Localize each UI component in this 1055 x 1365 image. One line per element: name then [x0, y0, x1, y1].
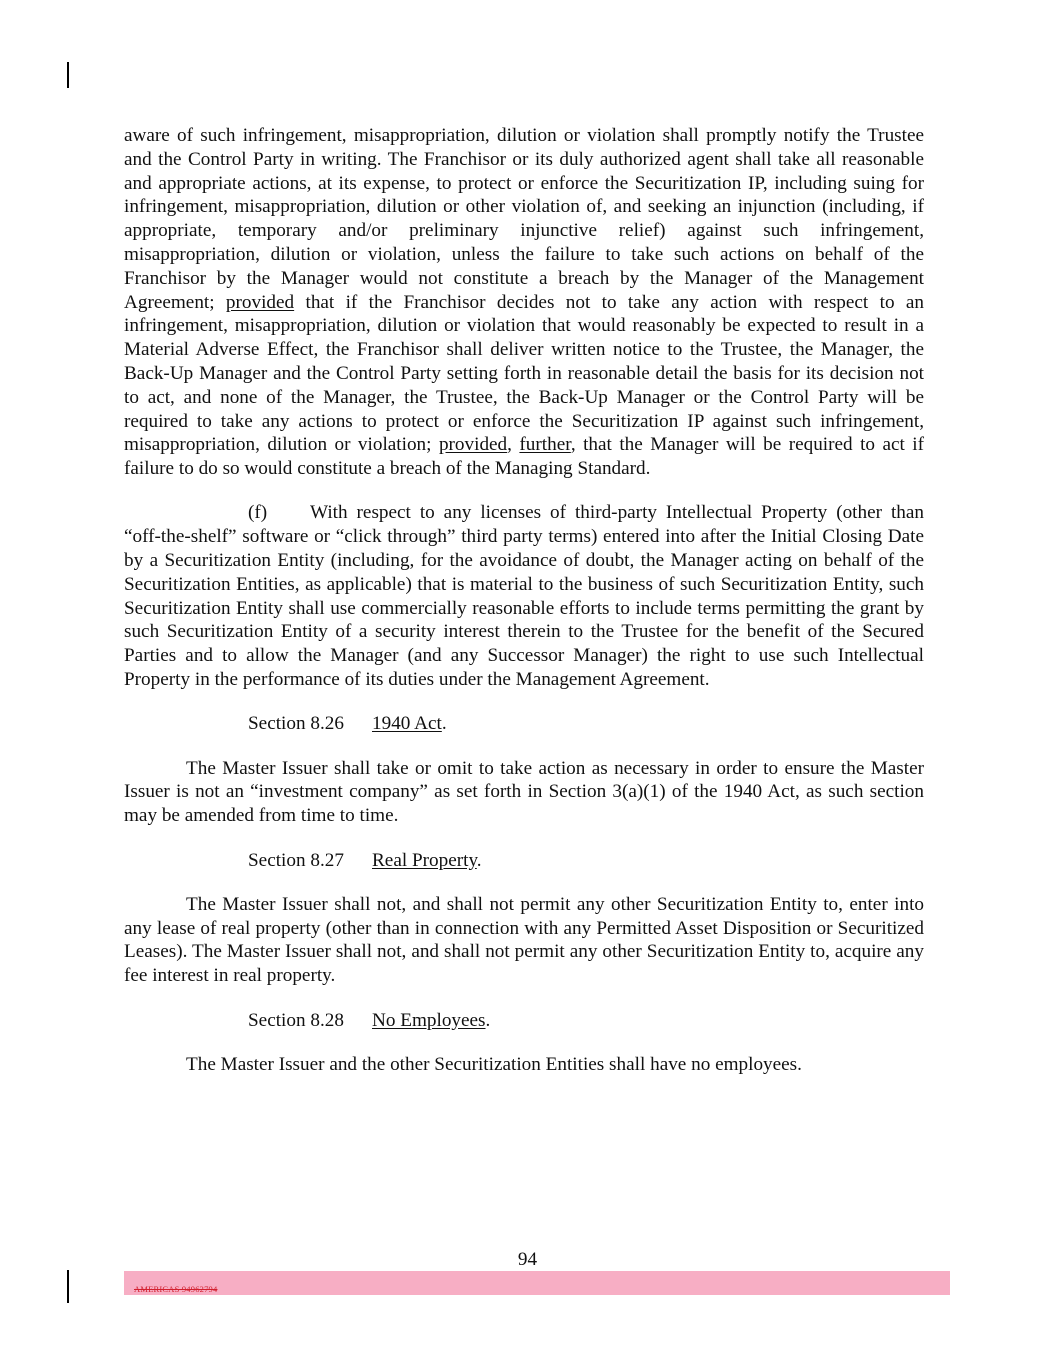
change-bar-bottom [67, 1270, 69, 1303]
provided-term: provided [438, 434, 508, 456]
section-heading-8-26: Section 8.26 1940 Act. [248, 713, 447, 735]
section-title: No Employees [372, 1009, 486, 1031]
section-8-28-text: The Master Issuer and the other Securitization Entities shall have no employees. [186, 1053, 802, 1075]
change-bar-top [67, 62, 69, 88]
further-term: further [519, 434, 571, 456]
document-body [124, 124, 924, 1077]
section-8-27-text: The Master Issuer shall not, and shall not permit any other Securitization Entity to, enter into any lease of real property (other than in connection with any Permitted Asset Disposition or Securitized Leases). The Master Issuer shall not, and shall not permit any other Securitization Entity to, acquire any fee interest in real property. [124, 893, 924, 987]
section-title: 1940 Act [372, 713, 442, 735]
section-heading-8-28: Section 8.28 No Employees. [248, 1009, 491, 1031]
footer-highlight [124, 1271, 950, 1295]
clause-label: (f) [248, 502, 268, 524]
provided-term: provided [225, 291, 295, 313]
section-heading-8-27: Section 8.27 Real Property. [248, 849, 482, 871]
document-id: AMERICAS 94962794 [134, 1284, 218, 1294]
section-8-26-text: The Master Issuer shall take or omit to take action as necessary in order to ensure the Master Issuer is not an “investment company” as set forth in Section 3(a)(1) of the 1940 Act, as such section may be amended from time to time. [124, 757, 924, 827]
paragraph-f-licenses: (f) With respect to any licenses of third-party Intellectual Property (other than “off-the-shelf” software or “click through” third party terms) entered into after the Initial Closing Date by a Securitization Entity (including, for the avoidance of doubt, the Manager acting on behalf of the Securitization Entities, as applicable) that is material to the business of such Securitization Entity, such Securitization Entity shall use commercially reasonable efforts to include terms permitting the grant by such Securitization Entity of a security interest therein to the Trustee for the benefit of the Secured Parties and to allow the Manager (and any Successor Manager) the right to use such Intellectual Property in the performance of its duties under the Management Agreement. [124, 502, 924, 691]
page-number: 94 [517, 1249, 538, 1270]
section-title: Real Property [372, 849, 477, 871]
paragraph-infringement: aware of such infringement, misappropriation, dilution or violation shall promptly notify the Trustee and the Control Party in writing. The Franchisor or its duly authorized agent shall take all reasonable and appropriate actions, at its expense, to protect or enforce the Securitization IP, including suing for infringement, misappropriation, dilution or other violation of, and seeking an injunction (including, if appropriate, temporary and/or preliminary injunctive relief) against such infringement, misappropriation, dilution or violation, unless the failure to take such actions on behalf of the Franchisor by the Manager would not constitute a breach by the Manager of the Management Agreement; provided that if the Franchisor decides not to take any action with respect to an infringement, misappropriation, dilution or violation that would reasonably be expected to result in a Material Adverse Effect, the Franchisor shall deliver written notice to the Trustee, the Manager, the Back-Up Manager and the Control Party setting forth in reasonable detail the basis for its decision not to act, and none of the Manager, the Trustee, the Back-Up Manager or the Control Party will be required to take any actions to protect or enforce the Securitization IP against such infringement, misappropriation, dilution or violation; provided, further, that the Manager will be required to act if failure to do so would constitute a breach of the Managing Standard. [124, 125, 925, 480]
